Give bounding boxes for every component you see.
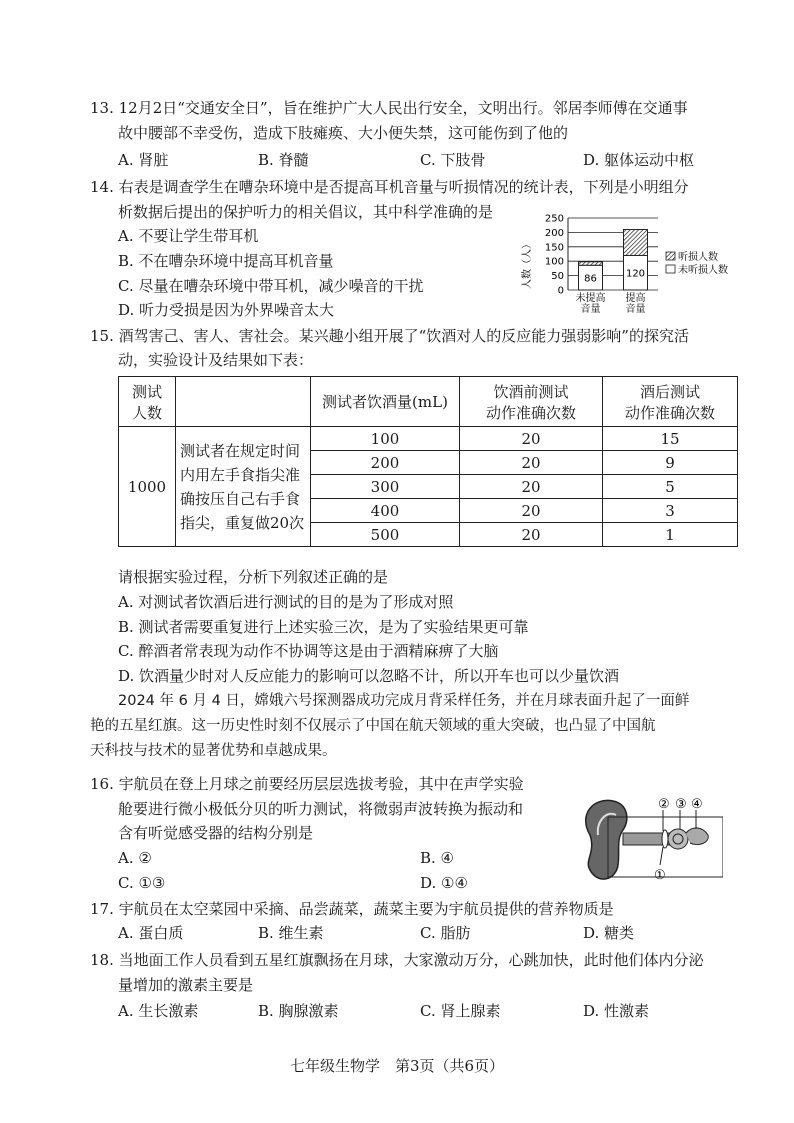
q17-option-b: B. 维生素 bbox=[258, 924, 324, 942]
data-label: 86 bbox=[584, 273, 597, 285]
table-cell: 20 bbox=[460, 427, 603, 451]
q14-option-c: C. 尽量在嘈杂环境中带耳机，减少噪音的干扰 bbox=[118, 277, 424, 295]
header-after-line2: 动作准确次数 bbox=[624, 403, 715, 422]
x-tick-label: 未提高 bbox=[575, 293, 606, 304]
ear-label-2: ② bbox=[658, 797, 670, 812]
table-cell: 20 bbox=[460, 499, 603, 523]
y-tick-label: 0 bbox=[557, 285, 564, 297]
bar-hearing-loss bbox=[579, 262, 603, 265]
table-cell: 15 bbox=[603, 427, 738, 451]
q16-option-b: B. ④ bbox=[420, 849, 455, 867]
hearing-loss-bar-chart bbox=[520, 208, 765, 320]
ear-label-4: ④ bbox=[691, 797, 703, 812]
q13-option-c: C. 下肢骨 bbox=[420, 151, 486, 169]
people-cell: 1000 bbox=[119, 427, 176, 547]
table-cell: 1 bbox=[603, 523, 738, 547]
q17-option-a: A. 蛋白质 bbox=[118, 924, 184, 942]
legend-label: 未听损人数 bbox=[678, 265, 728, 276]
q14-option-d: D. 听力受损是因为外界噪音太大 bbox=[118, 301, 335, 319]
q13-option-b: B. 脊髓 bbox=[258, 151, 309, 169]
page-footer: 七年级生物学 第3页（共6页） bbox=[289, 1057, 505, 1075]
x-tick-label: 音量 bbox=[580, 304, 601, 315]
q13-option-a: A. 肾脏 bbox=[118, 151, 169, 169]
table-cell: 300 bbox=[311, 475, 460, 499]
header-amount: 测试者饮酒量(mL) bbox=[311, 377, 460, 427]
ear-diagram bbox=[568, 795, 723, 887]
method-line3: 确按压自己右手食 bbox=[180, 489, 301, 508]
q13-stem-line1: 13. 12月2日“交通安全日”，旨在维护广大人民出行安全，文明出行。邻居李师傅在交通事 bbox=[90, 99, 688, 117]
bar-hearing-loss bbox=[624, 230, 648, 256]
legend-label: 听损人数 bbox=[678, 252, 718, 263]
y-axis-label: 人数（人） bbox=[522, 239, 533, 289]
ear-label-3: ③ bbox=[675, 797, 687, 812]
q15-option-b: B. 测试者需要重复进行上述实验三次，是为了实验结果更可靠 bbox=[118, 618, 529, 636]
q17-stem: 17. 宇航员在太空菜园中采摘、品尝蔬菜，蔬菜主要为宇航员提供的营养物质是 bbox=[90, 900, 614, 918]
table-cell: 9 bbox=[603, 451, 738, 475]
y-tick-label: 50 bbox=[551, 271, 564, 283]
passage-line2: 艳的五星红旗。这一历史性时刻不仅展示了中国在航天领域的重大突破，也凸显了中国航 bbox=[90, 718, 656, 734]
y-tick-label: 250 bbox=[544, 213, 564, 225]
legend-swatch-no-hearing-loss bbox=[666, 265, 675, 273]
q18-option-a: A. 生长激素 bbox=[118, 1002, 199, 1020]
ear-label-1: ① bbox=[654, 868, 666, 883]
method-line1: 测试者在规定时间 bbox=[180, 441, 301, 460]
q18-stem-line1: 18. 当地面工作人员看到五星红旗飘扬在月球，大家激动万分，心跳加快，此时他们体内分泌 bbox=[90, 951, 704, 969]
x-tick-label: 提高 bbox=[625, 293, 646, 304]
header-before-line2: 动作准确次数 bbox=[485, 403, 576, 422]
table-cell: 3 bbox=[603, 499, 738, 523]
method-line2: 内用左手食指尖准 bbox=[180, 465, 301, 484]
q16-stem-line1: 16. 宇航员在登上月球之前要经历层层选拔考验，其中在声学实验 bbox=[90, 775, 524, 793]
q16-stem-line2: 舱要进行微小极低分贝的听力测试，将微弱声波转换为振动和 bbox=[118, 800, 524, 818]
q16-option-c: C. ①③ bbox=[118, 874, 166, 892]
q14-stem-line1: 14. 右表是调查学生在嘈杂环境中是否提高耳机音量与听损情况的统计表，下列是小明组分 bbox=[90, 178, 689, 196]
header-people bbox=[119, 377, 176, 427]
q14-stem-line2: 析数据后提出的保护听力的相关倡议，其中科学准确的是 bbox=[118, 203, 494, 221]
table-cell: 20 bbox=[460, 451, 603, 475]
q18-option-c: C. 肾上腺素 bbox=[420, 1002, 501, 1020]
table-cell: 100 bbox=[311, 427, 460, 451]
header-after-line1: 酒后测试 bbox=[639, 382, 700, 401]
q16-stem-line3: 含有听觉感受器的结构分别是 bbox=[118, 824, 314, 842]
q17-option-d: D. 糖类 bbox=[583, 924, 635, 942]
table-cell: 20 bbox=[460, 475, 603, 499]
header-before-line1: 饮酒前测试 bbox=[493, 382, 569, 401]
q16-option-a: A. ② bbox=[118, 849, 152, 867]
q15-stem-line2: 动，实验设计及结果如下表： bbox=[118, 351, 314, 369]
method-cell bbox=[176, 427, 311, 547]
q16-option-d: D. ①④ bbox=[420, 874, 468, 892]
y-tick-label: 150 bbox=[544, 242, 564, 254]
q13-option-d: D. 躯体运动中枢 bbox=[583, 151, 695, 169]
q15-option-a: A. 对测试者饮酒后进行测试的目的是为了形成对照 bbox=[118, 593, 454, 611]
q15-prompt: 请根据实验过程，分析下列叙述正确的是 bbox=[118, 568, 389, 586]
legend-swatch-hearing-loss bbox=[666, 252, 675, 260]
header-people-line2: 人数 bbox=[131, 403, 162, 422]
q15-option-c: C. 醉酒者常表现为动作不协调等这是由于酒精麻痹了大脑 bbox=[118, 642, 499, 660]
table-cell: 400 bbox=[311, 499, 460, 523]
experiment-table bbox=[118, 376, 738, 547]
y-tick-label: 200 bbox=[544, 227, 564, 239]
q18-stem-line2: 量增加的激素主要是 bbox=[118, 976, 254, 994]
table-cell: 200 bbox=[311, 451, 460, 475]
header-people-line1: 测试 bbox=[131, 382, 162, 401]
q15-stem-line1: 15. 酒驾害己、害人、害社会。某兴趣小组开展了“饮酒对人的反应能力强弱影响”的探究活 bbox=[90, 327, 689, 345]
data-label: 120 bbox=[625, 268, 646, 280]
q14-option-a: A. 不要让学生带耳机 bbox=[118, 227, 259, 245]
table-cell: 500 bbox=[311, 523, 460, 547]
header-method bbox=[176, 377, 311, 427]
q13-stem-line2: 故中腰部不幸受伤，造成下肢瘫痪、大小便失禁，这可能伤到了他的 bbox=[118, 124, 569, 142]
table-cell: 20 bbox=[460, 523, 603, 547]
x-tick-label: 音量 bbox=[625, 304, 646, 315]
passage-line3: 天科技与技术的显著优势和卓越成果。 bbox=[90, 743, 337, 759]
header-before bbox=[460, 377, 603, 427]
header-after bbox=[603, 377, 738, 427]
q18-option-d: D. 性激素 bbox=[583, 1002, 650, 1020]
q14-option-b: B. 不在嘈杂环境中提高耳机音量 bbox=[118, 252, 334, 270]
passage-line1: 2024 年 6 月 4 日，嫦娥六号探测器成功完成月背采样任务，并在月球表面升起了一面鲜 bbox=[118, 693, 690, 709]
y-tick-label: 100 bbox=[544, 256, 564, 268]
q15-option-d: D. 饮酒量少时对人反应能力的影响可以忽略不计，所以开车也可以少量饮酒 bbox=[118, 667, 620, 685]
q18-option-b: B. 胸腺激素 bbox=[258, 1002, 339, 1020]
table-cell: 5 bbox=[603, 475, 738, 499]
method-line4: 指尖，重复做20次 bbox=[180, 513, 305, 532]
q17-option-c: C. 脂肪 bbox=[420, 924, 471, 942]
